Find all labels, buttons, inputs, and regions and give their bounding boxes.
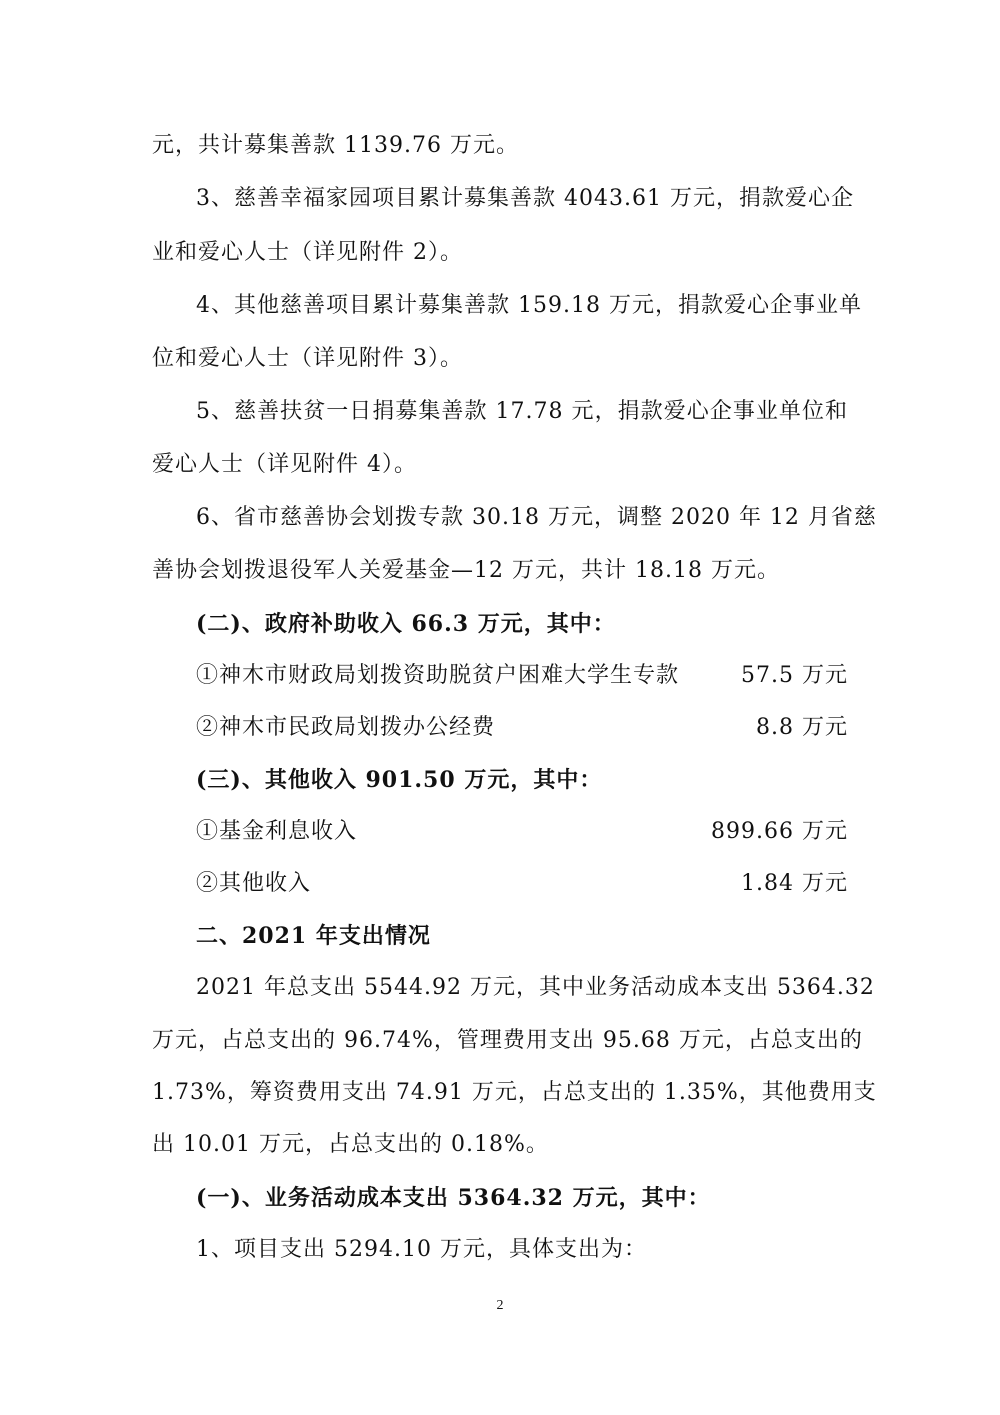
paragraph-line: 元，共计募集善款 1139.76 万元。	[152, 133, 519, 158]
income-item-row	[196, 713, 848, 743]
paragraph-line: 4、其他慈善项目累计募集善款 159.18 万元，捐款爱心企事业单	[196, 293, 862, 318]
section-heading-expenditure: 二、2021 年支出情况	[196, 923, 431, 949]
paragraph-line: 善协会划拨退役军人关爱基金—12 万元，共计 18.18 万元。	[152, 558, 780, 583]
page-number: 2	[496, 1298, 504, 1313]
income-item-label: ②神木市民政局划拨办公经费	[196, 715, 496, 740]
income-item-row	[196, 817, 848, 847]
income-item-label: ①基金利息收入	[196, 819, 358, 844]
income-item-row	[196, 869, 848, 899]
income-item-row	[196, 661, 848, 691]
section-heading-gov-income: (二)、政府补助收入 66.3 万元，其中：	[196, 611, 616, 637]
paragraph-line: 6、省市慈善协会划拨专款 30.18 万元，调整 2020 年 12 月省慈	[196, 505, 877, 530]
income-item-label: ①神木市财政局划拨资助脱贫户困难大学生专款	[196, 663, 680, 688]
income-item-amount: 1.84 万元	[741, 871, 848, 896]
paragraph-line: 位和爱心人士（详见附件 3）。	[152, 346, 463, 371]
income-item-amount: 899.66 万元	[711, 819, 848, 844]
paragraph-line: 出 10.01 万元，占总支出的 0.18%。	[152, 1132, 549, 1157]
income-item-label: ②其他收入	[196, 871, 312, 896]
income-item-amount: 8.8 万元	[756, 715, 848, 740]
paragraph-line: 1、项目支出 5294.10 万元，具体支出为：	[196, 1237, 647, 1262]
paragraph-line: 5、慈善扶贫一日捐募集善款 17.78 元，捐款爱心企事业单位和	[196, 399, 848, 424]
paragraph-line: 2021 年总支出 5544.92 万元，其中业务活动成本支出 5364.32	[196, 975, 875, 1000]
section-subheading-business-cost: (一)、业务活动成本支出 5364.32 万元，其中：	[196, 1185, 711, 1211]
paragraph-line: 3、慈善幸福家园项目累计募集善款 4043.61 万元，捐款爱心企	[196, 186, 854, 211]
paragraph-line: 万元，占总支出的 96.74%，管理费用支出 95.68 万元，占总支出的	[152, 1028, 863, 1053]
income-item-amount: 57.5 万元	[741, 663, 848, 688]
paragraph-line: 爱心人士（详见附件 4）。	[152, 452, 417, 477]
section-heading-other-income: (三)、其他收入 901.50 万元，其中：	[196, 767, 603, 793]
paragraph-line: 1.73%，筹资费用支出 74.91 万元，占总支出的 1.35%，其他费用支	[152, 1080, 877, 1105]
paragraph-line: 业和爱心人士（详见附件 2）。	[152, 240, 463, 265]
